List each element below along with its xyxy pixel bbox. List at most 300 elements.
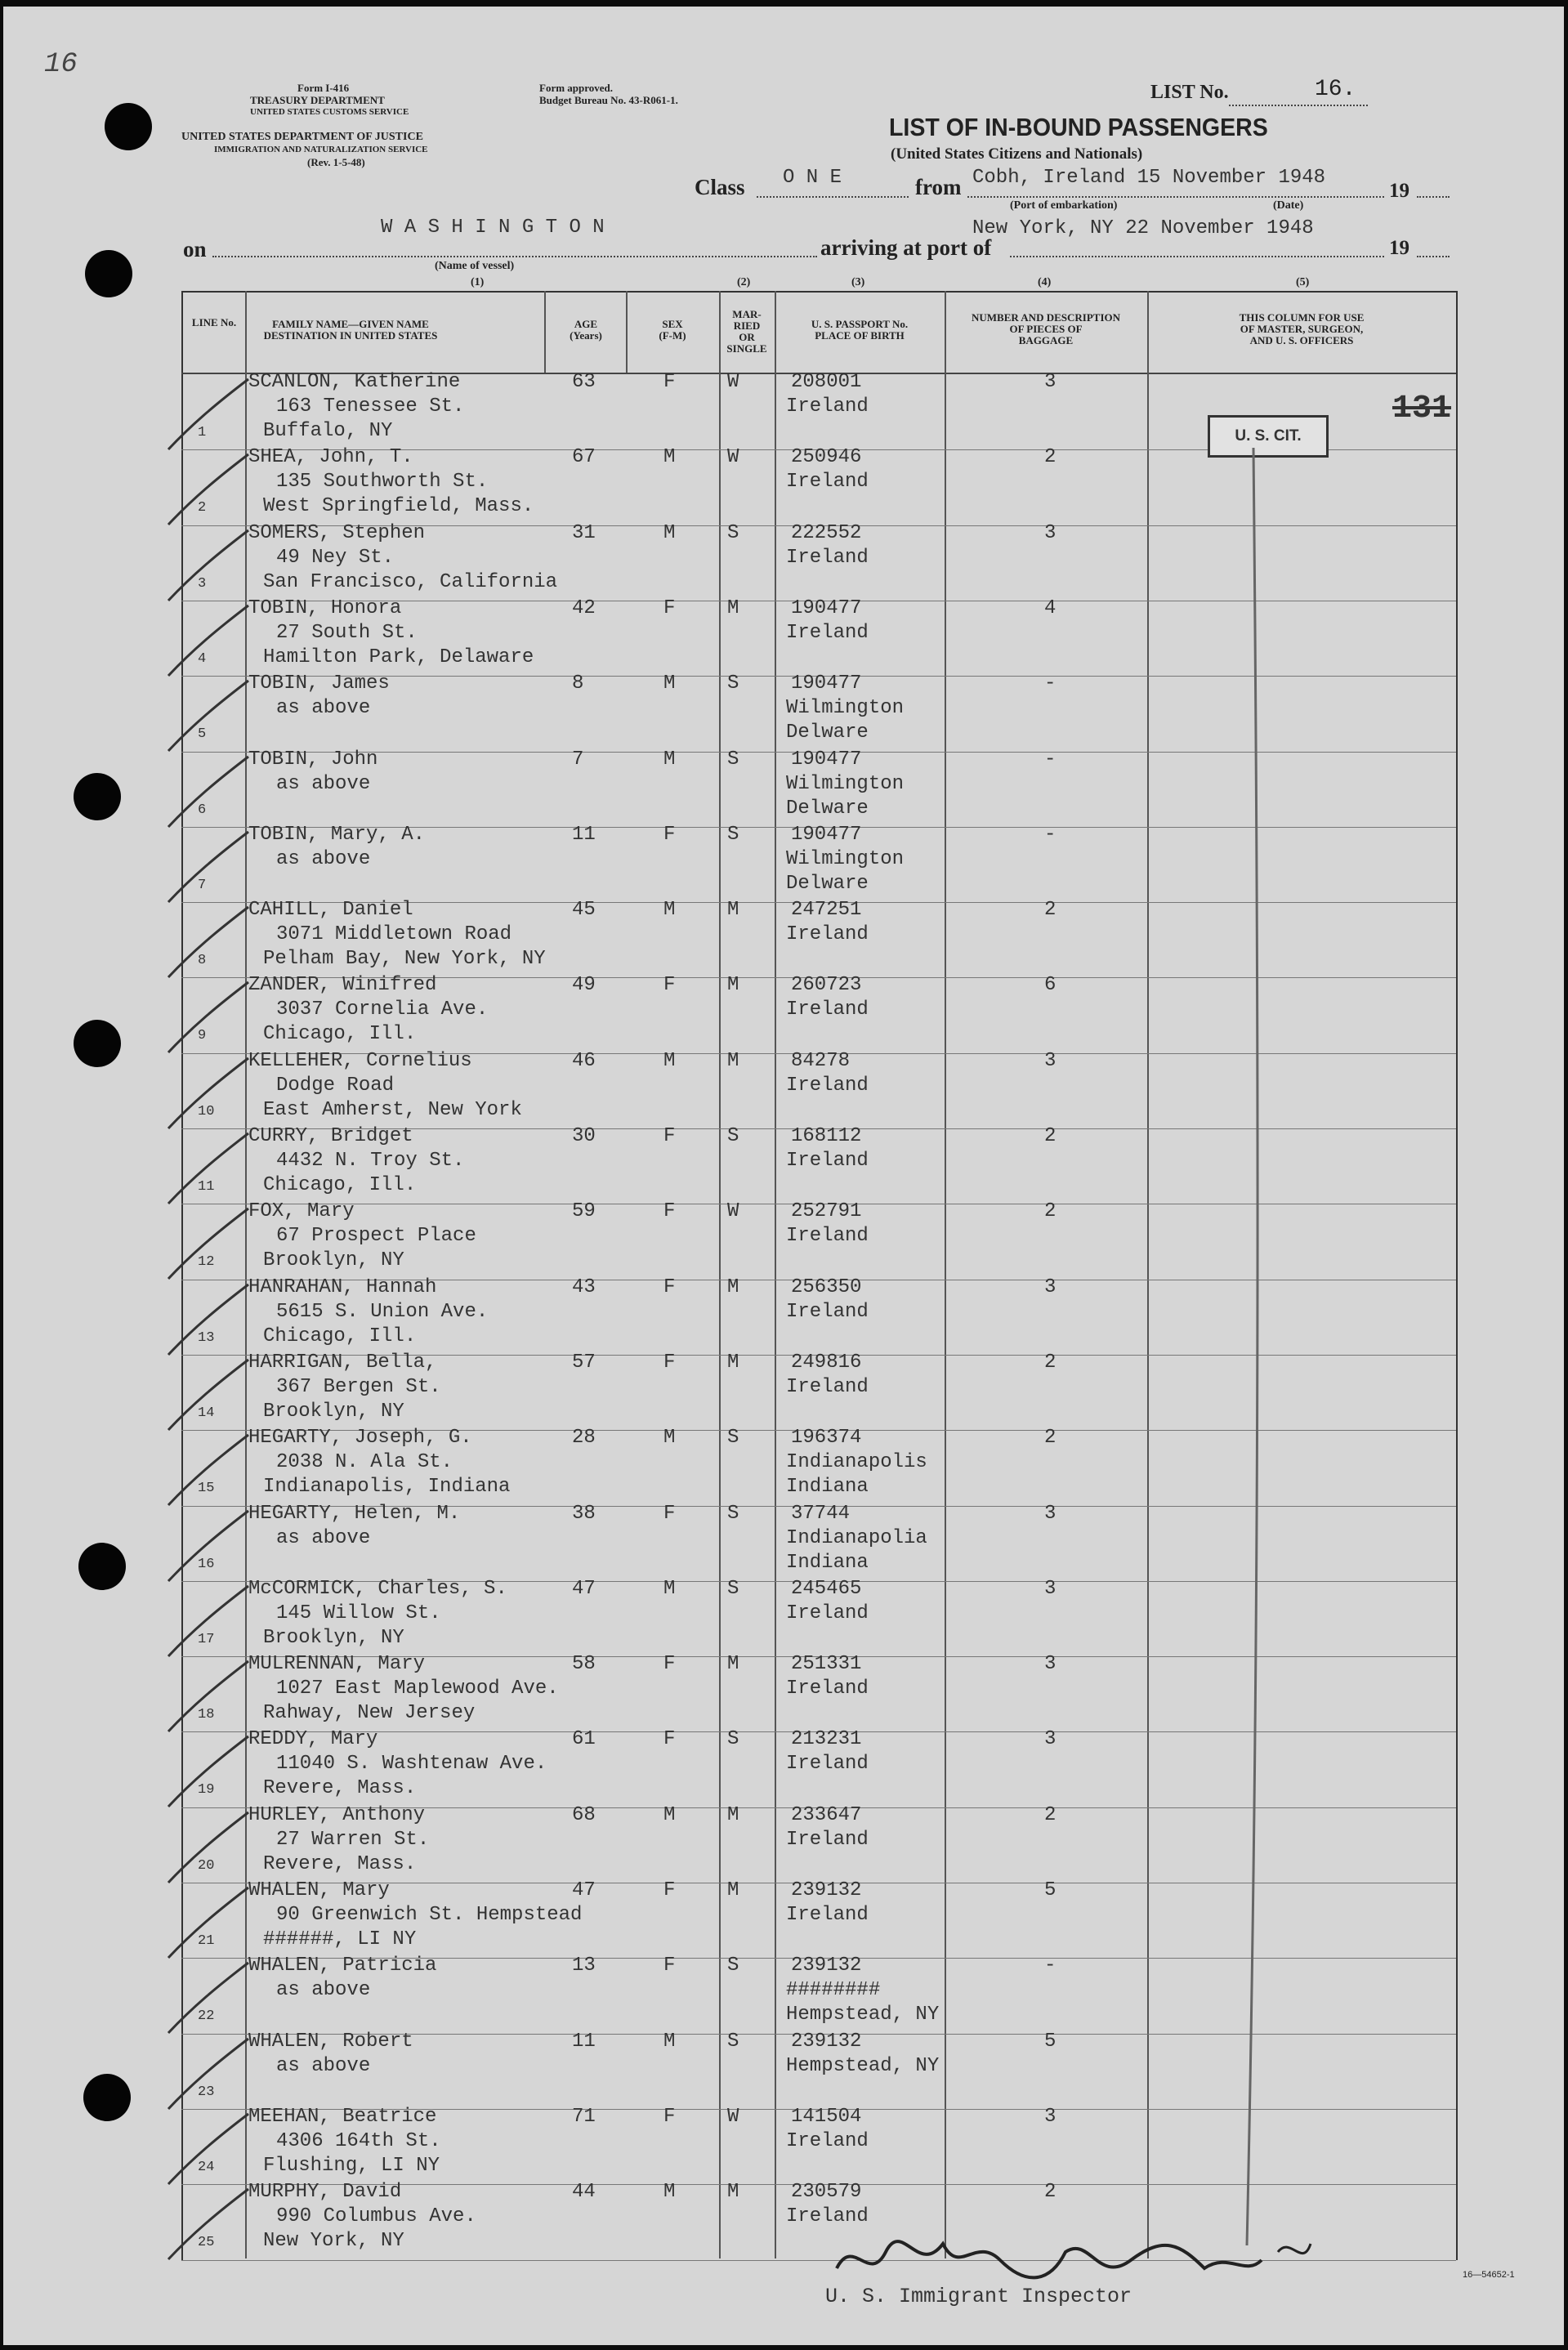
passenger-sex: F xyxy=(663,1351,676,1374)
pencil-check-mark xyxy=(152,676,266,757)
year-line-2 xyxy=(1417,256,1450,257)
passenger-address-1: as above xyxy=(276,772,371,795)
line-number: 7 xyxy=(198,877,207,893)
binder-hole xyxy=(83,2074,131,2121)
passenger-name: KELLEHER, Cornelius xyxy=(248,1049,472,1072)
passenger-marital-status: S xyxy=(727,823,739,846)
baggage-count: 6 xyxy=(1044,974,1057,997)
line-number: 4 xyxy=(198,650,207,667)
birth-place-1: Indianapolis xyxy=(786,1451,927,1474)
baggage-count: 3 xyxy=(1044,2105,1057,2128)
passenger-age: 47 xyxy=(572,1879,596,1901)
passenger-marital-status: M xyxy=(727,1803,739,1826)
baggage-count: 2 xyxy=(1044,1803,1057,1826)
passenger-sex: M xyxy=(663,1049,676,1072)
passenger-address-1: as above xyxy=(276,697,371,720)
pencil-check-mark xyxy=(152,1883,266,1964)
passenger-sex: F xyxy=(663,974,676,997)
birth-place-1: Hempstead, NY xyxy=(786,2054,940,2077)
passenger-address-2: Flushing, LI NY xyxy=(263,2154,440,2177)
passenger-age: 47 xyxy=(572,1577,596,1600)
line-number: 1 xyxy=(198,425,207,440)
passenger-name: WHALEN, Robert xyxy=(248,2030,413,2053)
line-number: 14 xyxy=(198,1405,215,1421)
year-line-1 xyxy=(1417,196,1450,198)
passenger-marital-status: M xyxy=(727,899,739,922)
line-number: 10 xyxy=(198,1103,215,1119)
birth-place-2: Delware xyxy=(786,797,869,820)
passenger-name: SCANLON, Katherine xyxy=(248,371,461,393)
passenger-age: 28 xyxy=(572,1427,596,1450)
line-number: 15 xyxy=(198,1481,215,1497)
baggage-count: 2 xyxy=(1044,899,1057,922)
document-page xyxy=(3,7,1564,2345)
passport-number: 84278 xyxy=(791,1049,851,1072)
passport-number: 250946 xyxy=(791,446,862,469)
passenger-address-1: 11040 S. Washtenaw Ave. xyxy=(276,1753,547,1776)
pencil-check-mark xyxy=(152,1958,266,2039)
passenger-marital-status: S xyxy=(727,748,739,771)
birth-place-2: Hempstead, NY xyxy=(786,2004,940,2026)
passenger-sex: M xyxy=(663,446,676,469)
baggage-count: 3 xyxy=(1044,1502,1057,1525)
passport-number: 208001 xyxy=(791,371,862,393)
passenger-marital-status: S xyxy=(727,1502,739,1525)
passenger-name: CURRY, Bridget xyxy=(248,1125,413,1147)
passenger-marital-status: S xyxy=(727,1427,739,1450)
birth-place-1: Wilmington xyxy=(786,847,905,870)
birth-place-1: Ireland xyxy=(786,1678,869,1700)
passenger-marital-status: M xyxy=(727,1049,739,1072)
line-number: 17 xyxy=(198,1631,215,1647)
birth-place-1: Ireland xyxy=(786,1828,869,1851)
passport-number: 190477 xyxy=(791,748,862,771)
birth-place-1: Ireland xyxy=(786,1753,869,1776)
passenger-address-2: Brooklyn, NY xyxy=(263,1400,404,1423)
pencil-check-mark xyxy=(152,1807,266,1889)
passenger-marital-status: S xyxy=(727,672,739,695)
baggage-count: 2 xyxy=(1044,1351,1057,1374)
passenger-name: ZANDER, Winifred xyxy=(248,974,437,997)
column-number-2: (2) xyxy=(737,276,751,288)
passenger-age: 59 xyxy=(572,1200,596,1223)
baggage-count: 5 xyxy=(1044,2030,1057,2053)
passenger-address-1: 4306 164th St. xyxy=(276,2129,441,2152)
passenger-name: FOX, Mary xyxy=(248,1200,355,1223)
passport-number: 260723 xyxy=(791,974,862,997)
passenger-marital-status: M xyxy=(727,1351,739,1374)
line-number: 11 xyxy=(198,1179,215,1195)
passenger-address-1: 2038 N. Ala St. xyxy=(276,1451,453,1474)
passenger-name: HEGARTY, Helen, M. xyxy=(248,1502,461,1525)
birth-place-2: Delware xyxy=(786,722,869,744)
birth-place-2: Indiana xyxy=(786,1476,869,1499)
header-age: AGE (Years) xyxy=(570,318,602,342)
passenger-age: 61 xyxy=(572,1728,596,1751)
department-of-justice: UNITED STATES DEPARTMENT OF JUSTICE xyxy=(181,131,423,143)
pencil-check-mark xyxy=(152,449,266,531)
pencil-check-mark xyxy=(152,2109,266,2191)
header-baggage: NUMBER AND DESCRIPTION OF PIECES OF BAGGAGE xyxy=(971,311,1121,346)
page-subtitle: (United States Citizens and Nationals) xyxy=(891,145,1143,163)
line-number: 5 xyxy=(198,726,207,743)
passenger-address-2: Chicago, Ill. xyxy=(263,1174,417,1196)
line-number: 18 xyxy=(198,1707,215,1723)
passenger-address-2: Rahway, New Jersey xyxy=(263,1702,476,1725)
passenger-name: SHEA, John, T. xyxy=(248,446,413,469)
list-number-label: LIST No. xyxy=(1150,82,1229,103)
passenger-address-1: 367 Bergen St. xyxy=(276,1375,441,1398)
form-number: Form I-416 xyxy=(297,82,350,94)
passenger-sex: M xyxy=(663,1803,676,1826)
passenger-sex: M xyxy=(663,899,676,922)
passenger-name: HARRIGAN, Bella, xyxy=(248,1351,437,1374)
passenger-address-1: 27 South St. xyxy=(276,621,418,644)
passenger-name: McCORMICK, Charles, S. xyxy=(248,1577,507,1600)
baggage-count: 2 xyxy=(1044,1200,1057,1223)
passenger-address-1: 163 Tenessee St. xyxy=(276,395,465,418)
column-number-4: (4) xyxy=(1038,276,1052,288)
passenger-age: 38 xyxy=(572,1502,596,1525)
birth-place-1: Ireland xyxy=(786,471,869,494)
passenger-age: 13 xyxy=(572,1955,596,1977)
ins-label: IMMIGRATION AND NATURALIZATION SERVICE xyxy=(214,145,428,154)
passenger-address-2: Revere, Mass. xyxy=(263,1852,417,1875)
baggage-count: 2 xyxy=(1044,1427,1057,1450)
revision: (Rev. 1-5-48) xyxy=(307,156,365,168)
pencil-check-mark xyxy=(152,525,266,607)
passenger-marital-status: W xyxy=(727,2105,739,2128)
birth-place-2: Delware xyxy=(786,872,869,895)
department-label: TREASURY DEPARTMENT xyxy=(250,94,385,106)
passenger-name: TOBIN, John xyxy=(248,748,378,771)
baggage-count: 3 xyxy=(1044,1577,1057,1600)
passenger-name: HANRAHAN, Hannah xyxy=(248,1276,437,1298)
line-number: 24 xyxy=(198,2159,215,2175)
line-number: 23 xyxy=(198,2084,215,2100)
passenger-sex: F xyxy=(663,1653,676,1676)
passenger-address-2: Buffalo, NY xyxy=(263,420,393,442)
passenger-age: 44 xyxy=(572,2181,596,2204)
passenger-name: REDDY, Mary xyxy=(248,1728,378,1751)
passenger-address-1: 90 Greenwich St. Hempstead xyxy=(276,1904,583,1926)
list-number: 16. xyxy=(1315,77,1356,102)
passenger-name: HURLEY, Anthony xyxy=(248,1803,426,1826)
passenger-sex: M xyxy=(663,748,676,771)
pencil-check-mark xyxy=(152,1053,266,1135)
passenger-sex: F xyxy=(663,1728,676,1751)
passenger-marital-status: M xyxy=(727,1879,739,1901)
passenger-marital-status: M xyxy=(727,1276,739,1298)
passenger-age: 42 xyxy=(572,596,596,619)
column-number-3: (3) xyxy=(851,276,865,288)
baggage-count: - xyxy=(1044,672,1057,695)
pencil-check-mark xyxy=(152,1430,266,1512)
passenger-sex: M xyxy=(663,1427,676,1450)
vessel-name: W A S H I N G T O N xyxy=(381,217,605,239)
header-passport: U. S. PASSPORT No. PLACE OF BIRTH xyxy=(811,318,909,342)
port-embarkation-caption: (Port of embarkation) xyxy=(1010,199,1118,212)
pencil-check-mark xyxy=(152,1280,266,1361)
corner-note: 16 xyxy=(44,49,78,80)
passenger-sex: M xyxy=(663,672,676,695)
passport-number: 190477 xyxy=(791,596,862,619)
pencil-check-mark xyxy=(152,1731,266,1813)
passenger-address-1: 3071 Middletown Road xyxy=(276,923,512,946)
baggage-count: 3 xyxy=(1044,1653,1057,1676)
passport-number: 190477 xyxy=(791,823,862,846)
passport-number: 230579 xyxy=(791,2181,862,2204)
pencil-check-mark xyxy=(152,601,266,682)
passenger-age: 31 xyxy=(572,521,596,544)
passport-number: 168112 xyxy=(791,1125,862,1147)
passenger-sex: F xyxy=(663,1200,676,1223)
passenger-address-1: 4432 N. Troy St. xyxy=(276,1150,465,1172)
passenger-sex: F xyxy=(663,1955,676,1977)
pencil-check-mark xyxy=(152,1355,266,1436)
passport-number: 233647 xyxy=(791,1803,862,1826)
page-title: LIST OF IN-BOUND PASSENGERS xyxy=(889,113,1268,141)
line-number: 19 xyxy=(198,1782,215,1798)
passenger-age: 11 xyxy=(572,2030,596,2053)
passenger-name: TOBIN, Honora xyxy=(248,596,402,619)
pencil-check-mark xyxy=(152,902,266,984)
passenger-address-1: Dodge Road xyxy=(276,1074,395,1097)
passenger-address-1: 5615 S. Union Ave. xyxy=(276,1300,489,1323)
birth-place-1: Ireland xyxy=(786,1300,869,1323)
passport-number: 249816 xyxy=(791,1351,862,1374)
passenger-address-2: New York, NY xyxy=(263,2230,404,2253)
birth-place-2: Indiana xyxy=(786,1551,869,1574)
passenger-age: 46 xyxy=(572,1049,596,1072)
line-number: 6 xyxy=(198,802,207,818)
birth-place-1: Ireland xyxy=(786,1602,869,1624)
pencil-check-mark xyxy=(152,1204,266,1285)
passenger-age: 58 xyxy=(572,1653,596,1676)
passenger-sex: M xyxy=(663,2181,676,2204)
birth-place-1: Wilmington xyxy=(786,697,905,720)
passenger-name: SOMERS, Stephen xyxy=(248,521,426,544)
line-number: 13 xyxy=(198,1329,215,1346)
class-value: O N E xyxy=(783,167,842,189)
line-number: 8 xyxy=(198,953,207,969)
passenger-age: 7 xyxy=(572,748,584,771)
citizen-stamp: U. S. CIT. xyxy=(1208,415,1329,458)
service-label: UNITED STATES CUSTOMS SERVICE xyxy=(250,107,409,117)
passenger-address-1: 3037 Cornelia Ave. xyxy=(276,999,489,1021)
birth-place-1: Ireland xyxy=(786,999,869,1021)
passport-number: 245465 xyxy=(791,1577,862,1600)
passenger-address-2: ######, LI NY xyxy=(263,1928,417,1950)
passenger-address-1: as above xyxy=(276,1526,371,1549)
form-approved: Form approved. xyxy=(539,82,614,94)
passenger-address-1: 27 Warren St. xyxy=(276,1828,430,1851)
passenger-age: 67 xyxy=(572,446,596,469)
binder-hole xyxy=(78,1543,126,1590)
passenger-marital-status: S xyxy=(727,1955,739,1977)
passport-number: 37744 xyxy=(791,1502,851,1525)
pencil-check-mark xyxy=(152,1506,266,1588)
birth-place-1: Ireland xyxy=(786,1074,869,1097)
on-label: on xyxy=(183,237,207,261)
line-number: 22 xyxy=(198,2008,215,2025)
passenger-marital-status: W xyxy=(727,1200,739,1223)
passenger-address-1: as above xyxy=(276,2054,371,2077)
passenger-sex: M xyxy=(663,521,676,544)
inspector-signature xyxy=(820,2227,1327,2293)
passenger-name: TOBIN, Mary, A. xyxy=(248,823,426,846)
from-line xyxy=(967,196,1384,198)
passenger-address-1: 67 Prospect Place xyxy=(276,1225,476,1248)
passenger-address-2: West Springfield, Mass. xyxy=(263,495,534,518)
header-name: FAMILY NAME—GIVEN NAME DESTINATION IN UNITED STATES xyxy=(263,318,438,342)
class-line xyxy=(757,196,909,198)
line-number: 3 xyxy=(198,575,207,592)
passenger-marital-status: S xyxy=(727,521,739,544)
birth-place-1: Ireland xyxy=(786,546,869,569)
pencil-check-mark xyxy=(152,977,266,1059)
birth-place-1: Wilmington xyxy=(786,772,905,795)
passenger-name: CAHILL, Daniel xyxy=(248,899,413,922)
passenger-address-2: Brooklyn, NY xyxy=(263,1626,404,1649)
passenger-name: WHALEN, Patricia xyxy=(248,1955,437,1977)
birth-place-1: Ireland xyxy=(786,1904,869,1926)
pencil-check-mark xyxy=(152,752,266,833)
passport-number: 239132 xyxy=(791,1955,862,1977)
passenger-sex: F xyxy=(663,596,676,619)
line-number: 16 xyxy=(198,1556,215,1572)
passenger-address-1: 1027 East Maplewood Ave. xyxy=(276,1678,559,1700)
baggage-count: - xyxy=(1044,823,1057,846)
baggage-count: 4 xyxy=(1044,596,1057,619)
passenger-name: MULRENNAN, Mary xyxy=(248,1653,426,1676)
baggage-count: - xyxy=(1044,748,1057,771)
birth-place-1: Ireland xyxy=(786,1150,869,1172)
line-number: 12 xyxy=(198,1254,215,1271)
birth-place-1: ######## xyxy=(786,1979,881,2002)
birth-place-1: Ireland xyxy=(786,395,869,418)
passport-number: 239132 xyxy=(791,2030,862,2053)
binder-hole xyxy=(85,250,132,297)
line-number: 9 xyxy=(198,1028,207,1044)
passenger-address-2: Chicago, Ill. xyxy=(263,1325,417,1347)
baggage-count: 2 xyxy=(1044,2181,1057,2204)
binder-hole xyxy=(74,773,121,820)
passenger-name: WHALEN, Mary xyxy=(248,1879,390,1901)
binder-hole xyxy=(74,1020,121,1067)
passenger-age: 8 xyxy=(572,672,584,695)
passport-number: 239132 xyxy=(791,1879,862,1901)
passenger-address-2: Hamilton Park, Delaware xyxy=(263,646,534,668)
passenger-address-2: Pelham Bay, New York, NY xyxy=(263,948,546,971)
passenger-marital-status: M xyxy=(727,2181,739,2204)
list-number-line xyxy=(1229,105,1368,106)
passenger-marital-status: S xyxy=(727,1577,739,1600)
passenger-address-2: Brooklyn, NY xyxy=(263,1249,404,1272)
arriving-label: arriving at port of xyxy=(820,235,992,260)
passenger-address-2: San Francisco, California xyxy=(263,570,558,593)
passenger-age: 68 xyxy=(572,1803,596,1826)
passenger-marital-status: S xyxy=(727,2030,739,2053)
passport-number: 251331 xyxy=(791,1653,862,1676)
header-line-no: LINE No. xyxy=(191,316,237,328)
passenger-age: 45 xyxy=(572,899,596,922)
col-divider xyxy=(544,291,546,373)
passenger-address-1: as above xyxy=(276,1979,371,2002)
passenger-marital-status: M xyxy=(727,596,739,619)
passenger-address-2: Revere, Mass. xyxy=(263,1777,417,1800)
passenger-name: MURPHY, David xyxy=(248,2181,402,2204)
passenger-age: 57 xyxy=(572,1351,596,1374)
baggage-count: 3 xyxy=(1044,371,1057,393)
pencil-check-mark xyxy=(152,1656,266,1738)
baggage-count: - xyxy=(1044,1955,1057,1977)
arrival-line xyxy=(1010,256,1384,257)
passenger-marital-status: W xyxy=(727,446,739,469)
passport-number: 213231 xyxy=(791,1728,862,1751)
passenger-marital-status: W xyxy=(727,371,739,393)
baggage-count: 3 xyxy=(1044,521,1057,544)
birth-place-1: Ireland xyxy=(786,1375,869,1398)
birth-place-1: Ireland xyxy=(786,923,869,946)
passenger-sex: M xyxy=(663,1577,676,1600)
baggage-count: 5 xyxy=(1044,1879,1057,1901)
passenger-name: TOBIN, James xyxy=(248,672,390,695)
vessel-line xyxy=(212,256,817,257)
passport-number: 252791 xyxy=(791,1200,862,1223)
arrival-value: New York, NY 22 November 1948 xyxy=(972,217,1314,239)
passenger-sex: M xyxy=(663,2030,676,2053)
passenger-sex: F xyxy=(663,2105,676,2128)
passenger-marital-status: S xyxy=(727,1728,739,1751)
passenger-address-2: Indianapolis, Indiana xyxy=(263,1476,511,1499)
pencil-check-mark xyxy=(152,374,266,456)
passenger-address-2: Chicago, Ill. xyxy=(263,1023,417,1046)
header-sex: SEX (F-M) xyxy=(659,318,686,342)
birth-place-1: Ireland xyxy=(786,1225,869,1248)
inspector-caption: U. S. Immigrant Inspector xyxy=(825,2285,1132,2308)
passenger-name: HEGARTY, Joseph, G. xyxy=(248,1427,472,1450)
col-divider xyxy=(626,291,628,373)
passenger-sex: F xyxy=(663,1125,676,1147)
column-number-5: (5) xyxy=(1296,276,1310,288)
form-code: 16—54652-1 xyxy=(1463,2270,1515,2280)
embarkation-value: Cobh, Ireland 15 November 1948 xyxy=(972,167,1326,189)
passenger-age: 49 xyxy=(572,974,596,997)
passenger-age: 43 xyxy=(572,1276,596,1298)
handwritten-count: 131 xyxy=(1392,391,1452,427)
passenger-sex: F xyxy=(663,371,676,393)
passport-number: 141504 xyxy=(791,2105,862,2128)
vessel-caption: (Name of vessel) xyxy=(435,260,515,272)
pencil-check-mark xyxy=(152,2184,266,2266)
passenger-address-1: 145 Willow St. xyxy=(276,1602,441,1624)
baggage-count: 3 xyxy=(1044,1276,1057,1298)
line-number: 25 xyxy=(198,2235,215,2251)
line-number: 20 xyxy=(198,1857,215,1874)
line-number: 21 xyxy=(198,1933,215,1949)
passenger-address-1: as above xyxy=(276,847,371,870)
passenger-sex: F xyxy=(663,1502,676,1525)
passenger-marital-status: M xyxy=(727,1653,739,1676)
passenger-name: MEEHAN, Beatrice xyxy=(248,2105,437,2128)
year-suffix-1: 19 xyxy=(1389,180,1409,202)
from-label: from xyxy=(915,175,962,199)
line-number: 2 xyxy=(198,500,207,516)
birth-place-1: Ireland xyxy=(786,2205,869,2228)
passenger-age: 63 xyxy=(572,371,596,393)
passenger-sex: F xyxy=(663,1276,676,1298)
